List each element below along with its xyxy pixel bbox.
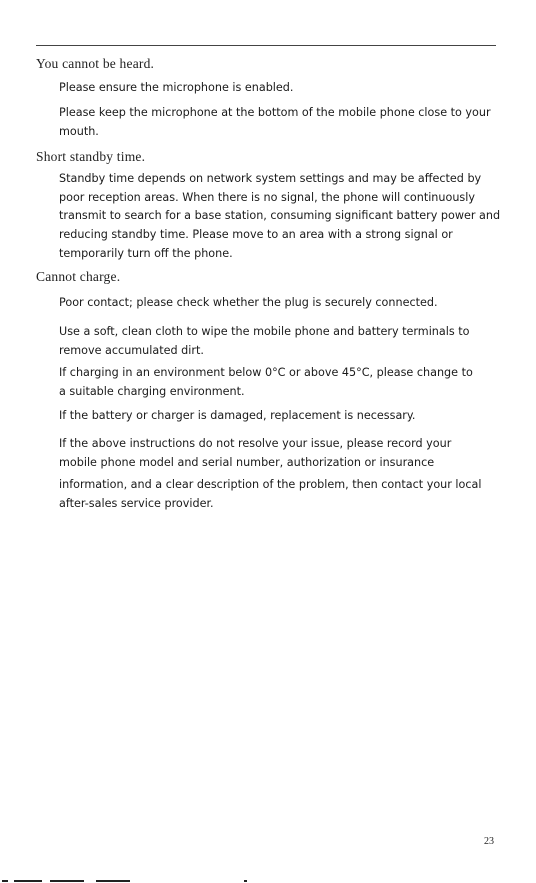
- paragraph-microphone-enabled: Please ensure the microphone is enabled.: [59, 81, 294, 94]
- paragraph-clean-terminals: Use a soft, clean cloth to wipe the mobile phone and battery terminals to remove accumulated dirt.: [59, 325, 470, 357]
- paragraph-microphone-position: Please keep the microphone at the bottom of the mobile phone close to your mouth.: [59, 106, 491, 138]
- paragraph-standby-explanation: Standby time depends on network system settings and may be affected by poor reception areas. When there is no signal, the phone will continuously transmit to search for a base station, consuming significant battery power and reducing standby time. Please move to an area with a strong signal or temporarily turn off the phone.: [59, 172, 501, 260]
- paragraph-record-info: If the above instructions do not resolve your issue, please record your mobile phone model and serial number, authorization or insurance: [59, 437, 452, 469]
- section-heading-cannot-be-heard: You cannot be heard.: [36, 56, 155, 71]
- section-heading-cannot-charge: Cannot charge.: [36, 269, 121, 284]
- paragraph-battery-damaged: If the battery or charger is damaged, replacement is necessary.: [59, 409, 416, 422]
- paragraph-contact-service: information, and a clear description of the problem, then contact your local after-sales service provider.: [59, 478, 482, 510]
- paragraph-poor-contact: Poor contact; please check whether the plug is securely connected.: [59, 296, 438, 309]
- section-heading-short-standby: Short standby time.: [36, 149, 146, 164]
- scan-edge-marks: [0, 879, 536, 883]
- page-number: 23: [484, 836, 494, 847]
- paragraph-charging-temperature: If charging in an environment below 0°C or above 45°C, please change to a suitable charging environment.: [59, 366, 473, 398]
- header-rule: [36, 45, 496, 46]
